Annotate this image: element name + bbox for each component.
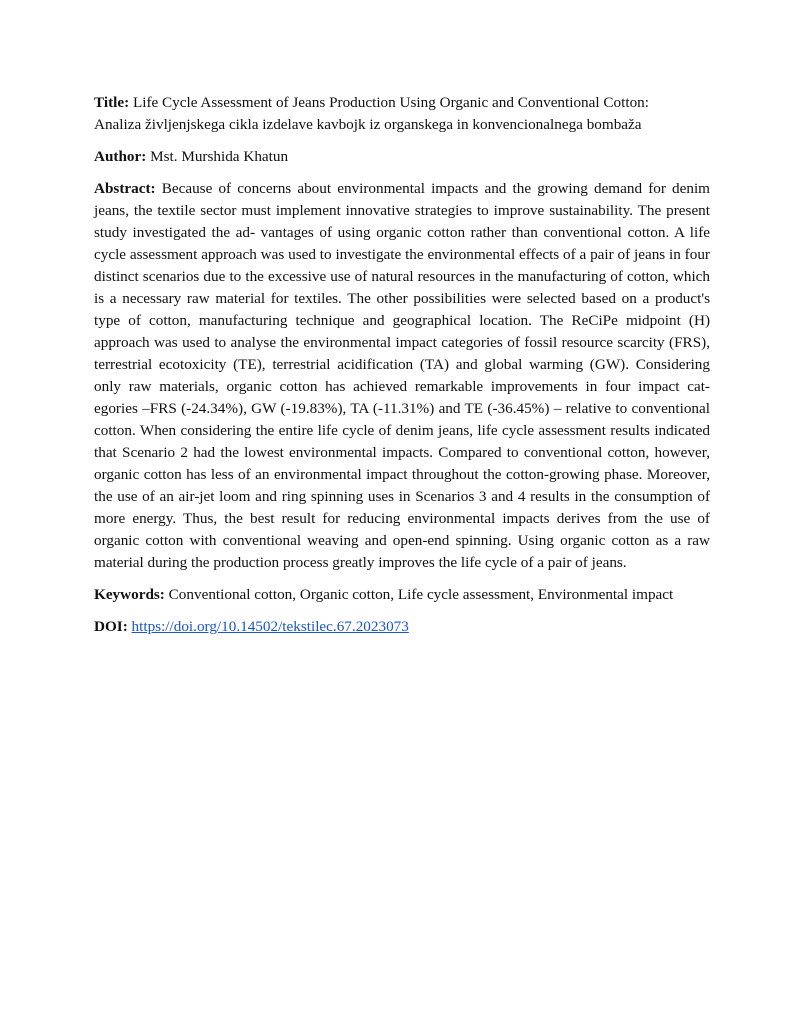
title-slovenian: Analiza življenjskega cikla izdelave kavbojk iz organskega in konvencionalnega bombaža (94, 116, 642, 133)
abstract-text: Because of concerns about environmental impacts and the growing demand for denim jeans, the textile sector must implement innovative strategies to improve sustainability. The present study investigated the ad- vantages of using organic cotton rather than conventional cotton. A life cycle assessment approach was used to investigate the environmental effects of a pair of jeans in four distinct scenarios due to the excessive use of natural resources in the manufacturing of cotton, which is a necessary raw material for textiles. The other possibilities were selected based on a product's type of cotton, manufacturing technique and geographical location. The ReCiPe midpoint (H) approach was used to analyse the environmental impact categories of fossil resource scarcity (FRS), terrestrial ecotoxicity (TE), terrestrial acidification (TA) and global warming (GW). Considering only raw materials, organic cotton has achieved remarkable improvements in four impact cat- egories –FRS (-24.34%), GW (-19.83%), TA (-11.31%) and TE (-36.45%) – relative to conventional cotton. When considering the entire life cycle of denim jeans, life cycle assessment results indicated that Scenario 2 had the lowest environmental impacts. Compared to conventional cotton, however, organic cotton has less of an environmental impact throughout the cotton-growing phase. Moreover, the use of an air-jet loom and ring spinning uses in Scenarios 3 and 4 results in the consumption of more energy. Thus, the best result for reducing environmental impacts derives from the use of organic cotton with conventional weaving and open-end spinning. Using organic cotton as a raw material during the production process greatly improves the life cycle of a pair of jeans. (94, 180, 710, 571)
document-page (94, 92, 710, 648)
author-paragraph (94, 146, 710, 168)
doi-label: DOI: (94, 618, 128, 635)
title-english: Life Cycle Assessment of Jeans Production Using Organic and Conventional Cotton: (132, 94, 649, 111)
author-name: Mst. Murshida Khatun (150, 148, 289, 165)
doi-link[interactable]: https://doi.org/10.14502/tekstilec.67.2023073 (131, 618, 409, 635)
abstract-label: Abstract: (94, 180, 156, 197)
abstract-paragraph (94, 178, 710, 574)
keywords-paragraph (94, 584, 710, 606)
title-label: Title: (94, 94, 130, 111)
title-paragraph (94, 92, 710, 136)
author-label: Author: (94, 148, 147, 165)
doi-paragraph (94, 616, 710, 638)
keywords-text: Conventional cotton, Organic cotton, Life cycle assessment, Environmental impact (168, 586, 674, 603)
keywords-label: Keywords: (94, 586, 165, 603)
